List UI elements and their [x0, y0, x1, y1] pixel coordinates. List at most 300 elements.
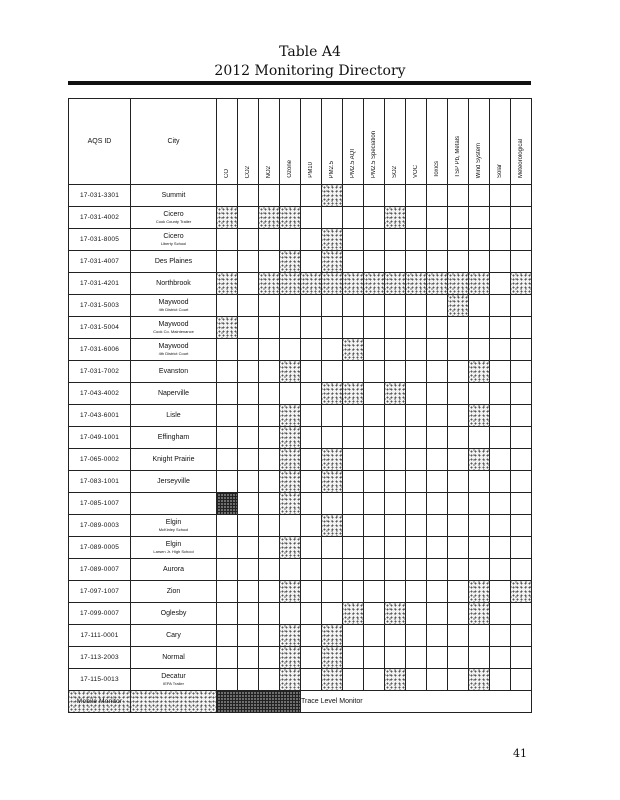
monitor-cell [301, 625, 322, 647]
monitor-cell [385, 339, 406, 361]
monitor-cell [427, 317, 448, 339]
monitor-cell [259, 493, 280, 515]
city-name: Northbrook [156, 279, 191, 287]
monitor-cell [364, 581, 385, 603]
monitor-cell [238, 427, 259, 449]
monitor-cell [280, 361, 301, 383]
city-name: Normal [162, 653, 185, 661]
table-row [69, 581, 532, 603]
monitor-cell [427, 295, 448, 317]
table-row [69, 317, 532, 339]
pollutant-header-label: PM2.5 Speciation [371, 130, 377, 178]
city-name: Maywood [158, 321, 189, 328]
monitor-cell [406, 295, 427, 317]
monitor-cell [259, 625, 280, 647]
monitor-cell [364, 471, 385, 493]
monitor-cell [406, 251, 427, 273]
monitor-cell [448, 471, 469, 493]
monitor-cell [364, 515, 385, 537]
city-cell [131, 405, 217, 427]
monitor-cell [343, 405, 364, 427]
monitor-cell [238, 537, 259, 559]
monitor-cell [448, 515, 469, 537]
table-row [69, 537, 532, 559]
city-cell [131, 603, 217, 625]
monitor-cell [259, 449, 280, 471]
monitor-cell [280, 515, 301, 537]
monitor-cell [364, 603, 385, 625]
monitor-cell [469, 493, 490, 515]
table-row [69, 449, 532, 471]
table-row [69, 471, 532, 493]
monitor-cell [343, 295, 364, 317]
site-name: IEPA Trailer [163, 681, 184, 686]
monitor-cell [301, 405, 322, 427]
monitor-cell [343, 559, 364, 581]
monitor-cell [217, 229, 238, 251]
monitor-cell [343, 449, 364, 471]
legend-row [69, 691, 532, 713]
monitor-cell [511, 405, 532, 427]
city-cell [131, 559, 217, 581]
monitor-cell [511, 295, 532, 317]
monitor-cell [259, 317, 280, 339]
monitor-cell [217, 251, 238, 273]
aqs-id-cell: 17-043-6001 [69, 405, 131, 427]
monitor-cell [490, 647, 511, 669]
monitor-cell [343, 669, 364, 691]
monitor-cell [406, 273, 427, 295]
pollutant-header [490, 99, 511, 185]
table-row [69, 603, 532, 625]
monitor-cell [322, 405, 343, 427]
monitor-cell [280, 427, 301, 449]
monitor-cell [490, 273, 511, 295]
monitor-cell [469, 449, 490, 471]
monitor-cell [259, 273, 280, 295]
monitor-cell [511, 493, 532, 515]
monitor-cell [238, 273, 259, 295]
monitor-cell [385, 229, 406, 251]
city-name: Naperville [157, 389, 190, 397]
monitor-cell [280, 405, 301, 427]
monitor-cell [238, 185, 259, 207]
city-cell [131, 471, 217, 493]
monitor-cell [301, 295, 322, 317]
monitor-cell [406, 537, 427, 559]
aqs-id-cell: 17-031-4201 [69, 273, 131, 295]
table-row [69, 383, 532, 405]
table-row [69, 405, 532, 427]
monitor-cell [322, 317, 343, 339]
monitor-cell [280, 207, 301, 229]
city-name: Summit [161, 191, 186, 199]
monitor-cell [448, 361, 469, 383]
monitor-cell [448, 295, 469, 317]
monitor-cell [364, 295, 385, 317]
monitor-cell [427, 559, 448, 581]
monitor-cell [448, 273, 469, 295]
aqs-id-header: AQS ID [69, 99, 131, 185]
table-row [69, 647, 532, 669]
monitor-cell [259, 361, 280, 383]
monitor-cell [322, 625, 343, 647]
pollutant-header [385, 99, 406, 185]
monitor-cell [259, 229, 280, 251]
table-row [69, 207, 532, 229]
table-row [69, 493, 532, 515]
monitor-cell [364, 669, 385, 691]
monitor-cell [364, 207, 385, 229]
monitor-cell [490, 515, 511, 537]
monitor-cell [301, 273, 322, 295]
monitor-cell [427, 251, 448, 273]
monitor-cell [217, 537, 238, 559]
monitor-cell [490, 251, 511, 273]
city-cell [131, 647, 217, 669]
page-number: 41 [513, 747, 527, 760]
aqs-id-cell: 17-031-5003 [69, 295, 131, 317]
monitor-cell [238, 405, 259, 427]
monitor-cell [511, 229, 532, 251]
monitor-cell [448, 339, 469, 361]
monitor-cell [259, 581, 280, 603]
monitor-cell [343, 339, 364, 361]
monitor-cell [322, 515, 343, 537]
monitor-cell [406, 515, 427, 537]
monitor-cell [406, 559, 427, 581]
city-cell [131, 339, 217, 361]
monitor-cell [511, 383, 532, 405]
monitor-cell [238, 229, 259, 251]
monitor-cell [322, 251, 343, 273]
monitor-cell [385, 559, 406, 581]
aqs-id-cell: 17-065-0002 [69, 449, 131, 471]
monitor-cell [238, 317, 259, 339]
site-name: Cook Co. Maintenance [153, 329, 194, 334]
monitor-cell [427, 515, 448, 537]
monitor-cell [280, 295, 301, 317]
monitor-cell [469, 383, 490, 405]
monitor-cell [259, 251, 280, 273]
monitor-cell [364, 229, 385, 251]
monitor-cell [343, 515, 364, 537]
monitor-cell [301, 427, 322, 449]
monitor-cell [280, 493, 301, 515]
monitor-cell [364, 493, 385, 515]
monitor-cell [385, 471, 406, 493]
monitor-cell [448, 405, 469, 427]
monitor-cell [217, 185, 238, 207]
monitor-cell [385, 647, 406, 669]
table-row [69, 339, 532, 361]
table-row [69, 625, 532, 647]
aqs-id-cell: 17-083-1001 [69, 471, 131, 493]
monitor-cell [259, 339, 280, 361]
pollutant-header [343, 99, 364, 185]
monitor-cell [217, 603, 238, 625]
monitor-cell [490, 229, 511, 251]
monitor-cell [259, 647, 280, 669]
monitor-cell [385, 449, 406, 471]
pollutant-header [322, 99, 343, 185]
monitor-cell [448, 625, 469, 647]
monitor-cell [322, 361, 343, 383]
monitor-cell [469, 207, 490, 229]
site-name: Liberty School [160, 241, 187, 246]
monitor-cell [259, 295, 280, 317]
monitor-cell [511, 471, 532, 493]
monitor-cell [469, 537, 490, 559]
city-name: Cicero [163, 211, 184, 218]
monitor-cell [490, 537, 511, 559]
monitor-cell [238, 339, 259, 361]
pollutant-header-label: Wind System [476, 142, 482, 178]
monitor-cell [259, 405, 280, 427]
pollutant-header-label: Meteorological [518, 138, 524, 178]
monitor-cell [448, 317, 469, 339]
monitor-cell [343, 383, 364, 405]
monitor-cell [427, 537, 448, 559]
monitoring-directory-table [68, 98, 532, 713]
legend-swatch [131, 691, 217, 713]
monitor-cell [322, 295, 343, 317]
monitor-cell [364, 537, 385, 559]
monitor-cell [448, 383, 469, 405]
monitor-cell [280, 603, 301, 625]
monitor-cell [343, 361, 364, 383]
monitor-cell [217, 471, 238, 493]
pollutant-header-label: TSP Pb, Metals [455, 136, 461, 178]
monitor-cell [217, 515, 238, 537]
monitor-cell [343, 251, 364, 273]
monitor-cell [238, 251, 259, 273]
monitor-cell [217, 493, 238, 515]
pollutant-header-label: Solar [497, 163, 503, 178]
pollutant-header-label: PM2.5 AQI [350, 148, 356, 178]
monitor-cell [364, 647, 385, 669]
table-row [69, 515, 532, 537]
monitor-cell [490, 581, 511, 603]
monitor-cell [427, 339, 448, 361]
monitor-cell [490, 669, 511, 691]
monitor-cell [448, 449, 469, 471]
aqs-id-cell: 17-099-0007 [69, 603, 131, 625]
pollutant-header [259, 99, 280, 185]
monitor-cell [511, 581, 532, 603]
monitor-cell [385, 537, 406, 559]
table-number: Table A4 [279, 44, 341, 60]
aqs-id-cell: 17-043-4002 [69, 383, 131, 405]
pollutant-header [217, 99, 238, 185]
monitor-cell [301, 317, 322, 339]
monitor-cell [448, 427, 469, 449]
table-row [69, 361, 532, 383]
monitor-cell [448, 251, 469, 273]
monitor-cell [217, 559, 238, 581]
monitor-cell [343, 229, 364, 251]
city-cell [131, 427, 217, 449]
monitor-cell [301, 185, 322, 207]
monitor-cell [301, 207, 322, 229]
monitor-cell [301, 647, 322, 669]
monitor-cell [511, 339, 532, 361]
monitor-cell [238, 207, 259, 229]
monitor-cell [511, 449, 532, 471]
monitor-cell [490, 493, 511, 515]
monitor-cell [280, 449, 301, 471]
monitor-cell [448, 229, 469, 251]
monitor-cell [217, 449, 238, 471]
monitor-cell [427, 383, 448, 405]
monitor-cell [364, 625, 385, 647]
pollutant-header-label: CO2 [245, 165, 251, 178]
monitor-cell [217, 405, 238, 427]
monitor-cell [406, 603, 427, 625]
monitor-cell [427, 625, 448, 647]
monitor-cell [406, 383, 427, 405]
monitor-cell [343, 625, 364, 647]
monitor-cell [511, 669, 532, 691]
monitor-cell [385, 493, 406, 515]
site-name: Larsen Jr. High School [153, 549, 194, 554]
monitor-cell [427, 427, 448, 449]
monitor-cell [385, 383, 406, 405]
monitor-cell [343, 317, 364, 339]
monitor-cell [238, 559, 259, 581]
monitor-cell [448, 207, 469, 229]
monitor-cell [406, 339, 427, 361]
monitor-cell [385, 295, 406, 317]
monitor-cell [280, 537, 301, 559]
monitor-cell [406, 427, 427, 449]
monitor-cell [217, 383, 238, 405]
monitor-cell [511, 273, 532, 295]
city-cell [131, 317, 217, 339]
monitor-cell [385, 251, 406, 273]
monitor-cell [322, 185, 343, 207]
monitor-cell [427, 361, 448, 383]
monitor-cell [385, 361, 406, 383]
monitor-cell [217, 361, 238, 383]
monitor-cell [322, 229, 343, 251]
monitor-cell [511, 515, 532, 537]
monitor-cell [511, 427, 532, 449]
monitor-cell [301, 471, 322, 493]
monitor-cell [385, 185, 406, 207]
monitor-cell [301, 493, 322, 515]
monitor-cell [364, 559, 385, 581]
city-name: Des Plaines [154, 257, 193, 265]
monitor-cell [259, 471, 280, 493]
city-cell [131, 383, 217, 405]
city-cell [131, 361, 217, 383]
monitor-cell [406, 669, 427, 691]
monitor-cell [427, 449, 448, 471]
monitor-cell [469, 361, 490, 383]
monitor-cell [469, 317, 490, 339]
mobile-monitor-legend: Mobile Monitor [69, 691, 131, 713]
monitor-cell [406, 581, 427, 603]
monitor-cell [301, 581, 322, 603]
monitor-cell [427, 229, 448, 251]
monitor-cell [385, 427, 406, 449]
city-cell [131, 207, 217, 229]
monitor-cell [238, 625, 259, 647]
pollutant-header-label: CO [224, 169, 230, 178]
city-name: Knight Prairie [152, 455, 195, 463]
monitor-cell [238, 581, 259, 603]
pollutant-header [511, 99, 532, 185]
aqs-id-cell: 17-089-0005 [69, 537, 131, 559]
aqs-id-cell: 17-031-8005 [69, 229, 131, 251]
monitor-cell [490, 405, 511, 427]
monitor-cell [427, 603, 448, 625]
monitor-cell [448, 493, 469, 515]
city-cell [131, 669, 217, 691]
monitor-cell [385, 515, 406, 537]
monitor-cell [301, 559, 322, 581]
pollutant-header [406, 99, 427, 185]
aqs-id-cell: 17-085-1007 [69, 493, 131, 515]
monitor-cell [406, 449, 427, 471]
monitor-cell [301, 669, 322, 691]
monitor-cell [322, 603, 343, 625]
monitor-cell [280, 339, 301, 361]
monitor-cell [280, 273, 301, 295]
city-cell [131, 537, 217, 559]
monitor-cell [364, 185, 385, 207]
monitor-cell [238, 515, 259, 537]
aqs-id-cell: 17-097-1007 [69, 581, 131, 603]
monitor-cell [217, 273, 238, 295]
monitor-cell [364, 427, 385, 449]
monitor-cell [490, 295, 511, 317]
monitor-cell [427, 471, 448, 493]
pollutant-header [427, 99, 448, 185]
monitor-cell [301, 449, 322, 471]
monitor-cell [343, 537, 364, 559]
monitor-cell [385, 669, 406, 691]
monitor-cell [385, 603, 406, 625]
monitor-cell [364, 383, 385, 405]
monitor-cell [217, 339, 238, 361]
pollutant-header-label: Toxics [434, 161, 440, 178]
monitor-cell [511, 207, 532, 229]
monitor-cell [448, 559, 469, 581]
monitor-cell [490, 361, 511, 383]
monitor-cell [301, 515, 322, 537]
table-row [69, 559, 532, 581]
monitor-cell [385, 625, 406, 647]
monitor-cell [259, 207, 280, 229]
monitor-cell [322, 339, 343, 361]
monitor-cell [385, 273, 406, 295]
site-name: 4th District Court [158, 307, 189, 312]
trace-level-legend: Trace Level Monitor [301, 691, 532, 713]
monitor-cell [343, 493, 364, 515]
monitor-cell [406, 405, 427, 427]
pollutant-header-label: PM10 [308, 162, 314, 178]
monitor-cell [469, 427, 490, 449]
city-name: Oglesby [160, 609, 187, 617]
monitor-cell [343, 603, 364, 625]
table-row [69, 185, 532, 207]
monitor-cell [427, 405, 448, 427]
table-row [69, 229, 532, 251]
monitor-cell [301, 361, 322, 383]
monitor-cell [217, 427, 238, 449]
